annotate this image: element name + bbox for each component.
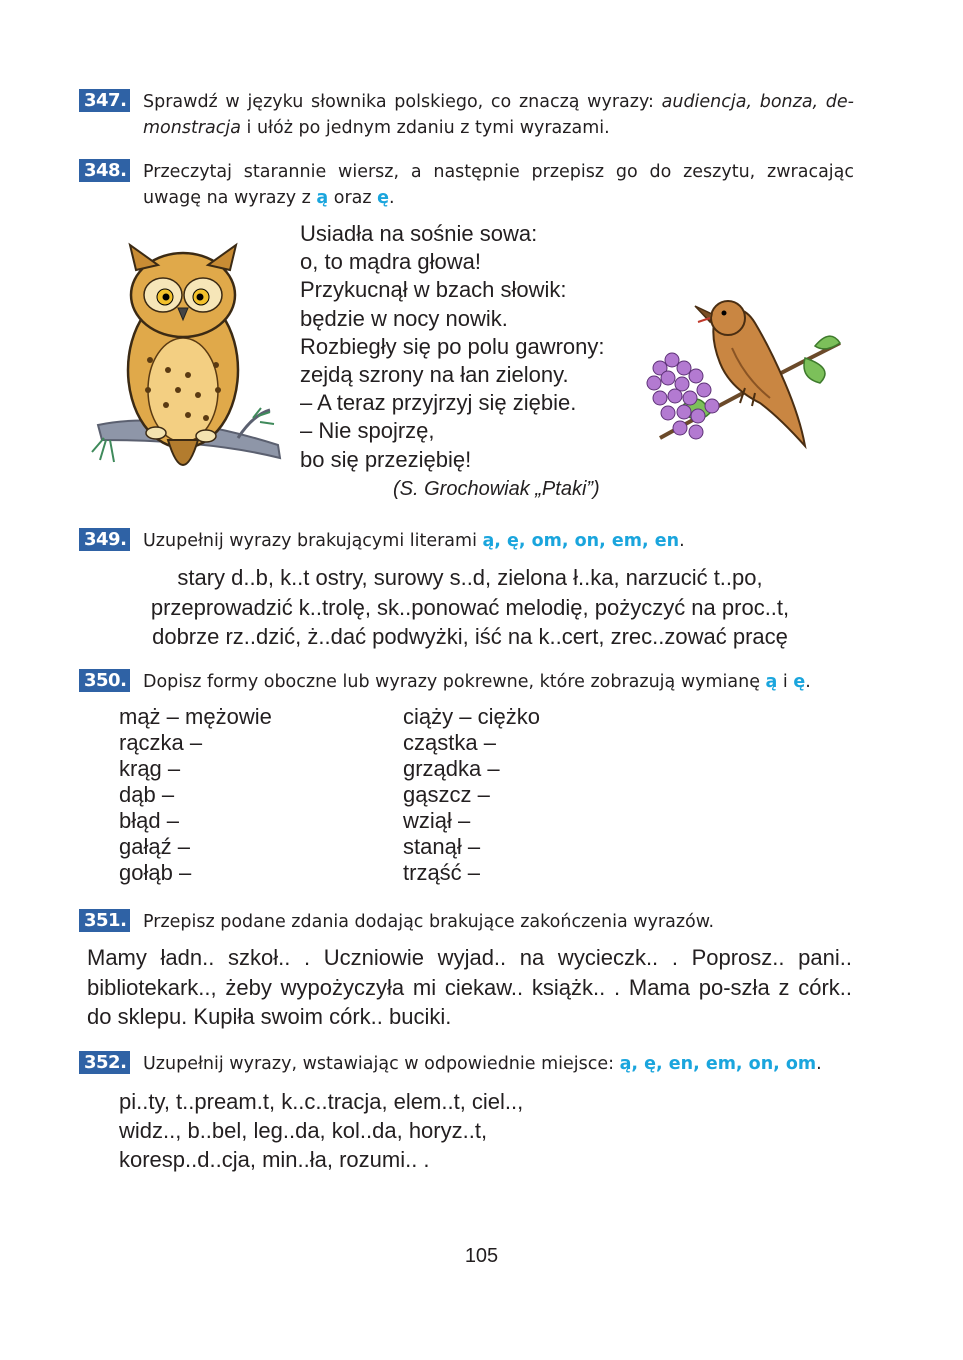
exercise-instruction: Sprawdź w języku słownika polskiego, co znaczą wyrazy: audiencja, bonza, de- monstracja i ułóż po jednym zdaniu z tymi wyrazami. — [143, 92, 854, 138]
exercise-instruction: Dopisz formy oboczne lub wyrazy pokrewne, które zobrazują wymianę ą i ę. — [143, 672, 811, 692]
exercise-number-badge: 349. — [79, 528, 130, 551]
exercise-number-badge: 351. — [79, 909, 130, 932]
word-pair: gołąb – — [119, 860, 192, 885]
task-349-text — [110, 563, 830, 652]
exercise-348 — [79, 159, 854, 211]
poem-line: bo się przeziębię! — [300, 446, 472, 472]
page-number: 105 — [464, 1245, 499, 1267]
exercise-351 — [79, 909, 854, 935]
poem-line: będzie w nocy nowik. — [300, 305, 508, 331]
poem-line: Rozbiegły się po polu gawrony: — [300, 333, 605, 359]
poem-line: zejdą szrony na łan zielony. — [300, 362, 569, 388]
text-line: widz.., b..bel, leg..da, kol..da, horyz..t, — [119, 1118, 488, 1143]
word-pair: cząstka – — [403, 730, 496, 755]
word-pair: dąb – — [119, 782, 175, 807]
word-pair: błąd – — [119, 808, 179, 833]
exercise-349 — [79, 528, 854, 554]
exercise-instruction: Przeczytaj starannie wiersz, a następnie przepisz go do zeszytu, zwracając uwagę na wyrazy z ą oraz ę. — [143, 162, 854, 208]
word-pair: gąszcz – — [403, 782, 490, 807]
task-350-right-column — [403, 704, 540, 886]
task-351-text: Mamy ładn.. szkoł.. . Uczniowie wyjad.. na wycieczk.. . Poprosz.. pani.. bibliotekark.., żeby wypożyczyła mi ciekaw.. książk.. . Mama po-szła z córk.. do sklepu. Kupiła swoim córk.. buciki. — [87, 945, 852, 1029]
poem-line: Przykucnął w bzach słowik: — [300, 277, 567, 303]
poem-line: o, to mądra głowa! — [300, 249, 481, 275]
word-pair: trząść – — [403, 860, 481, 885]
exercise-347 — [79, 89, 854, 141]
poem-credit: (S. Grochowiak „Ptaki”) — [393, 478, 600, 500]
word-pair: rączka – — [119, 730, 203, 755]
exercise-instruction: Uzupełnij wyrazy brakującymi literami ą, ę, om, on, em, en. — [143, 531, 685, 551]
word-pair: ciąży – ciężko — [403, 704, 540, 729]
poem-line: – Nie spojrzę, — [300, 418, 435, 444]
text-line: dobrze rz..dzić, ż..dać podwyżki, iść na k..cert, zrec..zować pracę — [152, 624, 788, 649]
exercise-number-badge: 350. — [79, 669, 130, 692]
word-pair: mąż – mężowie — [119, 704, 272, 729]
exercise-instruction: Przepisz podane zdania dodając brakujące zakończenia wyrazów. — [143, 912, 715, 932]
poem-line: – A teraz przyjrzyj się ziębie. — [300, 390, 577, 416]
task-350-left-column — [119, 704, 272, 886]
task-352-text — [119, 1087, 523, 1174]
owl-illustration — [88, 240, 288, 490]
poem-line: Usiadła na sośnie sowa: — [300, 221, 538, 246]
nightingale-illustration — [640, 288, 845, 453]
text-line: przeprowadzić k..trolę, sk..ponować melodię, pożyczyć na proc..t, — [150, 594, 790, 620]
exercise-number-badge: 348. — [79, 159, 130, 182]
text-line: stary d..b, k..t ostry, surowy s..d, zielona ł..ka, narzucić t..po, — [177, 565, 763, 590]
exercise-instruction: Uzupełnij wyrazy, wstawiając w odpowiednie miejsce: ą, ę, en, em, on, om. — [143, 1054, 822, 1074]
exercise-number-badge: 347. — [79, 89, 130, 112]
word-pair: wziął – — [403, 808, 471, 833]
word-pair: gałąź – — [119, 834, 190, 859]
word-pair: stanął – — [403, 834, 481, 859]
exercise-350 — [79, 669, 854, 695]
exercise-352 — [79, 1051, 854, 1077]
text-line: pi..ty, t..pream.t, k..c..tracja, elem..t, ciel.., — [119, 1089, 524, 1114]
text-line: koresp..d..cja, min..ła, rozumi.. . — [119, 1147, 430, 1172]
poem — [300, 220, 605, 474]
word-pair: krąg – — [119, 756, 181, 781]
exercise-number-badge: 352. — [79, 1051, 130, 1074]
word-pair: grządka – — [403, 756, 500, 781]
